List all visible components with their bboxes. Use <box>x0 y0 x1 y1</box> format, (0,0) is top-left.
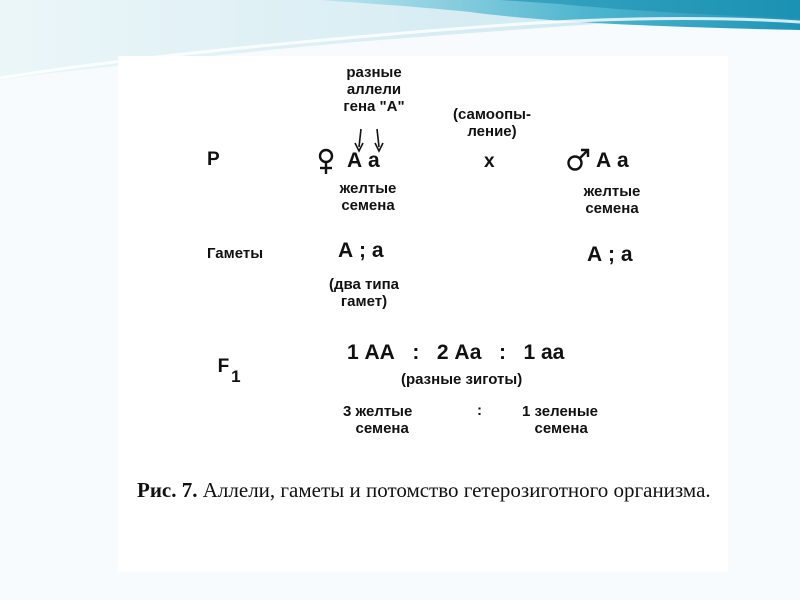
caption-text: Аллели, гаметы и потомство гетерозиготного организма. <box>197 478 711 502</box>
genotype-note: (разные зиготы) <box>401 371 523 388</box>
phenotype-yellow: 3 желтые семена <box>343 403 413 437</box>
male-gametes: А ; а <box>587 243 633 266</box>
female-gametes: А ; а <box>338 239 384 262</box>
allele-label: разные аллели гена "А" <box>343 64 405 115</box>
female-symbol-icon <box>316 148 336 176</box>
male-symbol-icon <box>565 146 593 174</box>
row-label-f1 <box>207 338 241 386</box>
genotype-ratio: 1 АА : 2 Аа : 1 аа <box>347 341 565 364</box>
row-label-gametes: Гаметы <box>207 245 264 262</box>
cross-symbol: х <box>484 151 495 172</box>
male-phenotype: желтые семена <box>583 183 641 217</box>
male-genotype: А а <box>596 149 629 172</box>
female-phenotype: желтые семена <box>339 180 397 214</box>
row-label-p: P <box>207 149 220 170</box>
female-gametes-note: (два типа гамет) <box>328 276 400 310</box>
figure-caption <box>137 476 727 504</box>
selfing-label: (самоопы- ление) <box>453 106 531 140</box>
phenotype-separator: : <box>477 402 482 419</box>
female-genotype: А а <box>347 149 380 172</box>
caption-number: Рис. 7. <box>137 478 198 502</box>
row-label-f: F <box>217 356 230 377</box>
phenotype-green: 1 зеленые семена <box>522 403 598 437</box>
row-label-f-subscript: 1 <box>231 367 241 386</box>
